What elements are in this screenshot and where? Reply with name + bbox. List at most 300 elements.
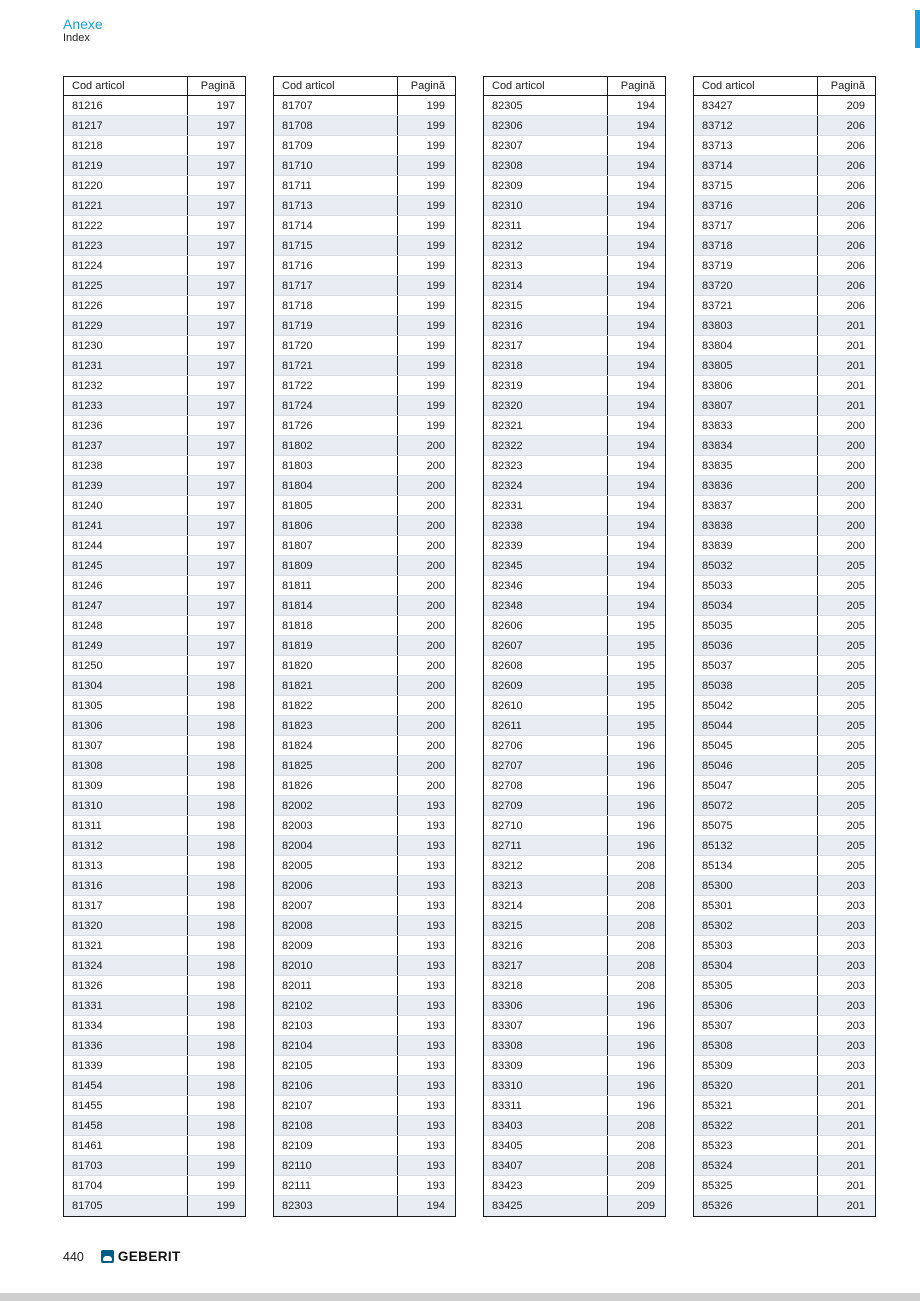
table-row <box>694 816 875 836</box>
article-code: 82307 <box>492 139 523 152</box>
table-row <box>694 1096 875 1116</box>
article-code: 81826 <box>282 779 313 792</box>
table-row <box>64 696 245 716</box>
table-row <box>694 236 875 256</box>
article-code: 81223 <box>72 239 103 252</box>
table-row <box>484 456 665 476</box>
article-code: 81241 <box>72 519 103 532</box>
article-code: 81247 <box>72 599 103 612</box>
page-ref: 197 <box>187 496 245 515</box>
page-ref: 193 <box>397 1056 455 1075</box>
page-subtitle: Index <box>63 32 90 44</box>
table-row <box>484 816 665 836</box>
table-row <box>274 776 455 796</box>
page-ref: 196 <box>607 816 665 835</box>
article-code: 85323 <box>702 1139 733 1152</box>
page-ref: 199 <box>397 316 455 335</box>
page-ref: 206 <box>817 276 875 295</box>
table-row <box>274 476 455 496</box>
table-row <box>64 956 245 976</box>
article-code: 82311 <box>492 219 522 232</box>
geberit-logo <box>101 1249 181 1264</box>
page-ref: 205 <box>817 716 875 735</box>
page-ref: 197 <box>187 396 245 415</box>
article-code: 82710 <box>492 819 523 832</box>
table-row <box>274 1196 455 1216</box>
page-ref: 200 <box>397 456 455 475</box>
table-row <box>484 136 665 156</box>
article-code: 85324 <box>702 1159 733 1172</box>
article-code: 82610 <box>492 699 523 712</box>
page-ref: 193 <box>397 956 455 975</box>
page-ref: 198 <box>187 776 245 795</box>
table-row <box>484 436 665 456</box>
table-row <box>64 936 245 956</box>
article-code: 82315 <box>492 299 523 312</box>
article-code: 81239 <box>72 479 103 492</box>
page-ref: 196 <box>607 1096 665 1115</box>
page-ref: 199 <box>397 416 455 435</box>
index-tables <box>63 76 876 1217</box>
article-code: 82008 <box>282 919 313 932</box>
article-code: 82321 <box>492 419 523 432</box>
table-row <box>484 256 665 276</box>
table-row <box>274 1076 455 1096</box>
table-row <box>694 456 875 476</box>
page-ref: 194 <box>607 176 665 195</box>
table-row <box>64 156 245 176</box>
page-ref: 201 <box>817 1156 875 1175</box>
page-ref: 197 <box>187 116 245 135</box>
table-row <box>694 556 875 576</box>
page-ref: 198 <box>187 756 245 775</box>
page-ref: 198 <box>187 856 245 875</box>
article-code: 83834 <box>702 439 733 452</box>
article-code: 81306 <box>72 719 103 732</box>
table-row <box>484 216 665 236</box>
table-row <box>274 596 455 616</box>
page-ref: 199 <box>397 96 455 115</box>
page-ref: 194 <box>607 336 665 355</box>
page-ref: 197 <box>187 256 245 275</box>
article-code: 81307 <box>72 739 103 752</box>
table-row <box>274 496 455 516</box>
page-ref: 199 <box>397 236 455 255</box>
page-ref: 199 <box>397 156 455 175</box>
article-code: 81711 <box>282 179 312 192</box>
table-row <box>64 876 245 896</box>
table-row <box>484 236 665 256</box>
article-code: 82312 <box>492 239 523 252</box>
table-row <box>484 636 665 656</box>
page-ref: 193 <box>397 1156 455 1175</box>
article-code: 82607 <box>492 639 523 652</box>
page-ref: 208 <box>607 1136 665 1155</box>
article-code: 85307 <box>702 1019 733 1032</box>
page-ref: 200 <box>397 616 455 635</box>
table-row <box>694 756 875 776</box>
article-code: 85032 <box>702 559 733 572</box>
table-row <box>694 736 875 756</box>
table-row <box>274 436 455 456</box>
table-row <box>64 396 245 416</box>
table-row <box>274 816 455 836</box>
table-row <box>694 496 875 516</box>
article-code: 81458 <box>72 1119 103 1132</box>
page-ref: 208 <box>607 916 665 935</box>
page-ref: 198 <box>187 736 245 755</box>
table-row <box>64 556 245 576</box>
article-code: 85305 <box>702 979 733 992</box>
article-code: 81324 <box>72 959 103 972</box>
table-body <box>274 96 455 1216</box>
table-row <box>694 276 875 296</box>
table-row <box>694 416 875 436</box>
article-code: 85326 <box>702 1200 733 1212</box>
table-row <box>64 96 245 116</box>
article-code: 81803 <box>282 459 313 472</box>
page-ref: 199 <box>397 396 455 415</box>
table-row <box>274 716 455 736</box>
article-code: 81811 <box>282 579 312 592</box>
page-ref: 199 <box>397 376 455 395</box>
article-code: 81236 <box>72 419 103 432</box>
table-row <box>64 1176 245 1196</box>
page-ref: 197 <box>187 276 245 295</box>
page-ref: 196 <box>607 796 665 815</box>
table-row <box>694 1136 875 1156</box>
article-code: 85321 <box>702 1099 733 1112</box>
article-code: 83212 <box>492 859 523 872</box>
table-row <box>694 176 875 196</box>
table-row <box>274 896 455 916</box>
article-code: 83803 <box>702 319 733 332</box>
article-code: 82324 <box>492 479 523 492</box>
article-code: 81221 <box>72 199 103 212</box>
table-row <box>64 316 245 336</box>
page-ref: 199 <box>397 216 455 235</box>
article-code: 81721 <box>282 359 313 372</box>
table-row <box>274 296 455 316</box>
article-code: 81249 <box>72 639 103 652</box>
page-ref: 198 <box>187 1136 245 1155</box>
article-code: 83306 <box>492 999 523 1012</box>
table-row <box>694 316 875 336</box>
table-row <box>64 856 245 876</box>
table-row <box>484 296 665 316</box>
index-table-2 <box>273 76 456 1217</box>
article-code: 85302 <box>702 919 733 932</box>
table-row <box>484 756 665 776</box>
article-code: 83215 <box>492 919 523 932</box>
table-row <box>274 696 455 716</box>
table-row <box>64 796 245 816</box>
table-row <box>484 916 665 936</box>
table-row <box>694 876 875 896</box>
page-ref: 200 <box>397 576 455 595</box>
table-row <box>64 196 245 216</box>
table-row <box>274 1176 455 1196</box>
article-code: 81224 <box>72 259 103 272</box>
table-row <box>274 856 455 876</box>
table-row <box>484 396 665 416</box>
page-ref: 194 <box>607 376 665 395</box>
page-ref: 196 <box>607 776 665 795</box>
page-ref: 198 <box>187 1056 245 1075</box>
page-ref: 205 <box>817 576 875 595</box>
column-header-code: Cod articol <box>72 80 125 92</box>
table-row <box>484 716 665 736</box>
column-header-page: Pagină <box>187 77 245 95</box>
table-row <box>64 656 245 676</box>
table-row <box>274 1096 455 1116</box>
page-ref: 197 <box>187 336 245 355</box>
table-row <box>274 136 455 156</box>
table-row <box>64 416 245 436</box>
page-ref: 194 <box>607 256 665 275</box>
article-code: 82303 <box>282 1200 313 1212</box>
page-ref: 205 <box>817 816 875 835</box>
page-ref: 193 <box>397 1036 455 1055</box>
article-code: 82313 <box>492 259 523 272</box>
article-code: 82319 <box>492 379 523 392</box>
article-code: 81454 <box>72 1079 103 1092</box>
article-code: 81320 <box>72 919 103 932</box>
article-code: 85036 <box>702 639 733 652</box>
table-row <box>484 116 665 136</box>
table-row <box>694 836 875 856</box>
page-ref: 193 <box>397 1076 455 1095</box>
article-code: 81248 <box>72 619 103 632</box>
article-code: 82339 <box>492 539 523 552</box>
article-code: 83310 <box>492 1079 523 1092</box>
table-row <box>694 256 875 276</box>
article-code: 85034 <box>702 599 733 612</box>
table-row <box>484 1176 665 1196</box>
article-code: 81708 <box>282 119 313 132</box>
table-row <box>274 876 455 896</box>
article-code: 83715 <box>702 179 733 192</box>
article-code: 82317 <box>492 339 523 352</box>
index-table-3 <box>483 76 666 1217</box>
table-row <box>484 1116 665 1136</box>
article-code: 81304 <box>72 679 103 692</box>
column-header-code: Cod articol <box>492 80 545 92</box>
page-ref: 198 <box>187 1116 245 1135</box>
article-code: 81336 <box>72 1039 103 1052</box>
page-ref: 197 <box>187 236 245 255</box>
page-ref: 200 <box>397 596 455 615</box>
article-code: 82323 <box>492 459 523 472</box>
page-ref: 198 <box>187 696 245 715</box>
table-row <box>274 736 455 756</box>
table-row <box>64 136 245 156</box>
page-ref: 208 <box>607 956 665 975</box>
article-code: 82006 <box>282 879 313 892</box>
page-ref: 193 <box>397 836 455 855</box>
table-row <box>484 616 665 636</box>
table-row <box>484 676 665 696</box>
table-row <box>274 936 455 956</box>
article-code: 83309 <box>492 1059 523 1072</box>
table-row <box>694 716 875 736</box>
page-ref: 200 <box>817 436 875 455</box>
index-table-4 <box>693 76 876 1217</box>
article-code: 85045 <box>702 739 733 752</box>
page-ref: 196 <box>607 736 665 755</box>
page-ref: 193 <box>397 1136 455 1155</box>
article-code: 83308 <box>492 1039 523 1052</box>
article-code: 82306 <box>492 119 523 132</box>
table-row <box>274 396 455 416</box>
article-code: 81824 <box>282 739 313 752</box>
article-code: 81724 <box>282 399 313 412</box>
table-row <box>694 656 875 676</box>
page-ref: 200 <box>817 416 875 435</box>
table-row <box>694 1196 875 1216</box>
table-row <box>484 696 665 716</box>
page-ref: 208 <box>607 896 665 915</box>
table-row <box>64 176 245 196</box>
page-ref: 194 <box>607 556 665 575</box>
article-code: 83807 <box>702 399 733 412</box>
page-ref: 194 <box>607 356 665 375</box>
article-code: 82338 <box>492 519 523 532</box>
page-ref: 200 <box>817 536 875 555</box>
article-code: 81313 <box>72 859 103 872</box>
article-code: 81230 <box>72 339 103 352</box>
page-ref: 194 <box>607 516 665 535</box>
article-code: 85306 <box>702 999 733 1012</box>
table-row <box>274 236 455 256</box>
page-ref: 197 <box>187 656 245 675</box>
article-code: 81222 <box>72 219 103 232</box>
table-row <box>274 416 455 436</box>
table-header-row <box>64 76 245 96</box>
table-row <box>484 596 665 616</box>
table-row <box>694 376 875 396</box>
article-code: 82003 <box>282 819 313 832</box>
article-code: 83721 <box>702 299 733 312</box>
page-ref: 200 <box>397 476 455 495</box>
article-code: 82103 <box>282 1019 313 1032</box>
page-ref: 197 <box>187 536 245 555</box>
article-code: 82004 <box>282 839 313 852</box>
article-code: 81461 <box>72 1139 103 1152</box>
article-code: 83837 <box>702 499 733 512</box>
article-code: 82606 <box>492 619 523 632</box>
article-code: 81821 <box>282 679 313 692</box>
page-ref: 209 <box>817 96 875 115</box>
table-row <box>64 436 245 456</box>
article-code: 82707 <box>492 759 523 772</box>
page-ref: 198 <box>187 676 245 695</box>
table-row <box>64 816 245 836</box>
table-row <box>694 536 875 556</box>
table-body <box>484 96 665 1216</box>
table-row <box>64 1156 245 1176</box>
article-code: 81326 <box>72 979 103 992</box>
table-row <box>274 796 455 816</box>
article-code: 81825 <box>282 759 313 772</box>
table-row <box>694 1036 875 1056</box>
page-number: 440 <box>63 1249 84 1264</box>
table-row <box>274 1116 455 1136</box>
table-row <box>694 156 875 176</box>
page-ref: 200 <box>397 696 455 715</box>
article-code: 81309 <box>72 779 103 792</box>
table-row <box>64 736 245 756</box>
article-code: 81818 <box>282 619 313 632</box>
article-code: 81334 <box>72 1019 103 1032</box>
article-code: 82310 <box>492 199 523 212</box>
article-code: 83214 <box>492 899 523 912</box>
page-ref: 194 <box>607 116 665 135</box>
page-ref: 208 <box>607 936 665 955</box>
page-ref: 194 <box>607 196 665 215</box>
article-code: 82105 <box>282 1059 313 1072</box>
section-tab-marker <box>915 10 920 48</box>
article-code: 82608 <box>492 659 523 672</box>
page-ref: 200 <box>817 456 875 475</box>
table-row <box>694 296 875 316</box>
table-row <box>484 956 665 976</box>
article-code: 85308 <box>702 1039 733 1052</box>
table-row <box>274 516 455 536</box>
column-header-page: Pagină <box>397 77 455 95</box>
article-code: 81238 <box>72 459 103 472</box>
page-ref: 203 <box>817 1056 875 1075</box>
page-ref: 199 <box>187 1176 245 1195</box>
table-row <box>484 996 665 1016</box>
page-ref: 193 <box>397 1096 455 1115</box>
page-ref: 199 <box>397 296 455 315</box>
article-code: 81311 <box>72 819 102 832</box>
page-ref: 203 <box>817 956 875 975</box>
article-code: 85300 <box>702 879 733 892</box>
table-row <box>64 236 245 256</box>
article-code: 81231 <box>72 359 103 372</box>
table-row <box>274 376 455 396</box>
article-code: 83838 <box>702 519 733 532</box>
page-ref: 208 <box>607 1156 665 1175</box>
article-code: 82314 <box>492 279 523 292</box>
article-code: 83311 <box>492 1099 522 1112</box>
table-row <box>484 1056 665 1076</box>
article-code: 83717 <box>702 219 733 232</box>
page-title: Anexe <box>63 16 103 32</box>
geberit-logo-text: GEBERIT <box>117 1249 181 1264</box>
table-row <box>484 96 665 116</box>
article-code: 81240 <box>72 499 103 512</box>
table-row <box>64 596 245 616</box>
article-code: 81806 <box>282 519 313 532</box>
page-ref: 195 <box>607 636 665 655</box>
article-code: 82010 <box>282 959 313 972</box>
page-ref: 200 <box>397 516 455 535</box>
page-ref: 194 <box>607 456 665 475</box>
page-ref: 200 <box>397 496 455 515</box>
table-row <box>484 336 665 356</box>
table-row <box>484 536 665 556</box>
table-row <box>274 636 455 656</box>
article-code: 81217 <box>72 119 103 132</box>
table-row <box>694 996 875 1016</box>
page-ref: 205 <box>817 756 875 775</box>
table-row <box>694 1156 875 1176</box>
page-ref: 196 <box>607 1016 665 1035</box>
table-row <box>484 356 665 376</box>
